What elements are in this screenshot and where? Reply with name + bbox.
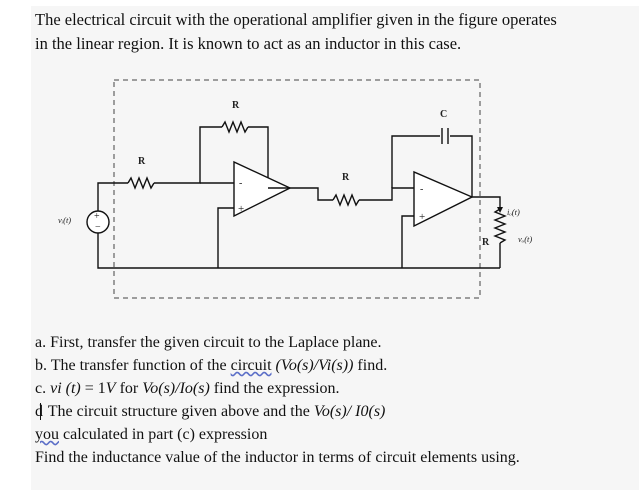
question-b-prefix: b. The transfer function of the — [35, 357, 231, 374]
question-c-mid-2: for — [115, 380, 143, 397]
label-vi: vᵢ(t) — [58, 215, 72, 225]
question-final — [35, 447, 520, 469]
question-d-letter: d — [35, 403, 43, 420]
intro-line-1: The electrical circuit with the operational amplifier given in the figure operates — [35, 10, 557, 29]
source-minus: − — [95, 222, 101, 233]
label-r-feedback: R — [232, 100, 240, 111]
wire-source-top — [98, 183, 128, 211]
question-c-mid: = 1 — [80, 380, 106, 397]
resistor-load — [495, 209, 505, 243]
question-c-math-2: V — [105, 380, 116, 397]
question-final-text: Find the inductance value of the inductor in terms of circuit elements using. — [35, 449, 520, 466]
question-d-math: Vo(s)/ I0(s) — [313, 403, 386, 420]
wire-ground-bus — [98, 233, 500, 268]
wire-opamp2-plus-ground — [402, 216, 414, 268]
label-vo: vₒ(t) — [518, 234, 533, 244]
question-you-word: you — [35, 426, 59, 443]
question-b-circuit: circuit — [230, 357, 272, 374]
label-r-mid: R — [342, 172, 350, 183]
question-d-continued-text: calculated in part (c) expression — [59, 426, 268, 443]
wire-cap-right — [450, 136, 472, 197]
question-a — [35, 332, 382, 354]
wire-opamp1-plus-ground — [218, 208, 234, 268]
wire-opamp1-to-r — [290, 188, 333, 200]
resistor-feedback — [222, 122, 248, 132]
opamp1-minus-sign: - — [239, 178, 243, 189]
intro-line-2: in the linear region. It is known to act as an inductor in this case. — [35, 34, 462, 53]
question-a-text: a. First, transfer the given circuit to the Laplace plane. — [35, 334, 382, 351]
label-r-load: R — [482, 237, 490, 248]
opamp2-plus-sign: + — [419, 211, 426, 223]
wire-output — [472, 197, 500, 209]
question-c-math-3: Vo(s)/Io(s) — [142, 380, 210, 397]
text-cursor — [40, 403, 41, 420]
wire-to-opamp2 — [359, 188, 414, 200]
question-c-math-1: vi (t) — [50, 380, 81, 397]
question-b-math: (Vo(s)/Vi(s)) — [275, 357, 354, 374]
question-b-suffix: find. — [353, 357, 388, 374]
opamp1-plus-sign: + — [238, 203, 245, 215]
label-r-input: R — [138, 156, 146, 167]
wire-to-opamp1 — [154, 127, 222, 183]
resistor-mid — [333, 195, 359, 205]
question-d-text: The circuit structure given above and the — [44, 403, 314, 420]
label-cap: C — [440, 109, 448, 120]
question-c-prefix: c. — [35, 380, 51, 397]
question-b — [35, 355, 387, 377]
source-plus: + — [94, 211, 100, 222]
label-io: iₒ(t) — [507, 207, 520, 217]
question-c-suffix: find the expression. — [209, 380, 340, 397]
resistor-input — [128, 178, 154, 188]
question-d-continued — [35, 424, 267, 446]
question-c — [35, 378, 340, 400]
opamp2-minus-sign: - — [420, 184, 424, 195]
question-d — [35, 401, 385, 423]
